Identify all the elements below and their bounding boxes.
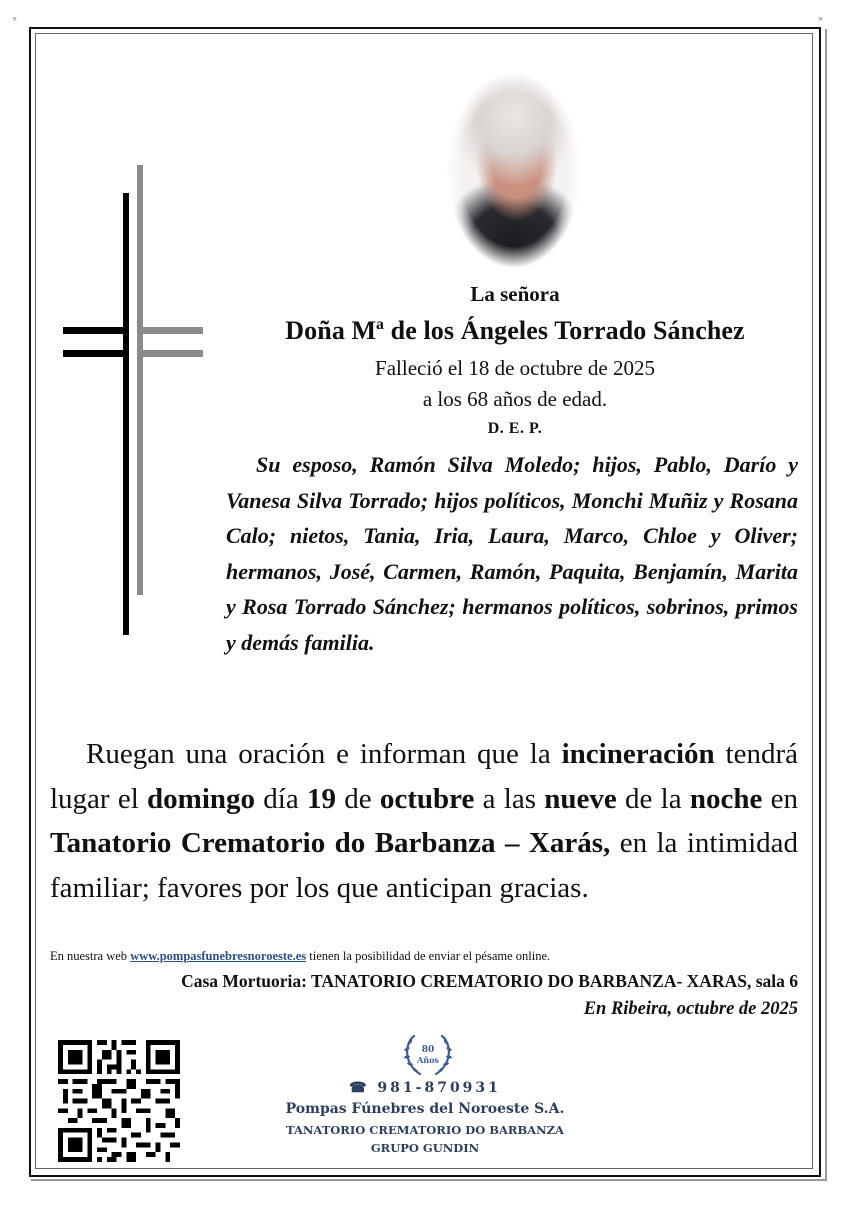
ceremony-weekday: domingo (147, 782, 256, 815)
crop-mark-left: × (12, 14, 18, 24)
svg-text:80: 80 (421, 1045, 435, 1055)
company-group: GRUPO GUNDIN (370, 1141, 480, 1155)
deceased-name: Doña Mª de los Ángeles Torrado Sánchez (285, 316, 745, 345)
company-facility: TANATORIO CREMATORIO DO BARBANZA (286, 1123, 564, 1137)
ceremony-month: octubre (379, 782, 475, 815)
deceased-photo (446, 72, 582, 268)
death-date: Falleció el 18 de octubre de 2025 (375, 356, 655, 380)
ceremony-period: noche (689, 782, 763, 815)
ceremony-announcement: Ruegan una oración e informan que la incineración tendrá lugar el domingo día 19 de octubre a las nueve de la noche en Tanatorio Crematorio do Barbanza – Xarás, en la intimidad familiar; favores por los que anticipan gracias. (50, 738, 799, 904)
rip-abbreviation: D. E. P. (487, 420, 543, 437)
family-list: Su esposo, Ramón Silva Moledo; hijos, Pablo, Darío y Vanesa Silva Torrado; hijos políticos, Monchi Muñiz y Rosana Calo; nietos, Tania, Iria, Laura, Marco, Chloe y Oliver; hermanos, José, Carmen, Ramón, Paquita, Benjamín, Marita y Rosa Torrado Sánchez; hermanos políticos, sobrinos, primos y demás familia. (226, 452, 798, 655)
anniversary-logo (400, 1030, 456, 1080)
ceremony-type: incineración (561, 738, 715, 770)
svg-text:Años: Años (417, 1055, 439, 1065)
ceremony-location: Tanatorio Crematorio do Barbanza – Xarás, (50, 827, 611, 859)
ceremony-hour: nueve (544, 782, 617, 815)
qr-code[interactable] (58, 1040, 180, 1162)
crop-mark-right: × (818, 14, 824, 24)
honorific-title: La señora (470, 282, 560, 306)
cross-icon (60, 160, 210, 640)
condolence-web-note: En nuestra web www.pompasfunebresnoroeste.es tienen la posibilidad de enviar el pésame online. (50, 949, 551, 963)
laurel-wreath-icon (400, 1030, 456, 1080)
company-name: Pompas Fúnebres del Noroeste S.A. (285, 1101, 565, 1117)
age-at-death: a los 68 años de edad. (422, 387, 608, 411)
website-link[interactable]: www.pompasfunebresnoroeste.es (130, 949, 307, 963)
company-phone: ☎ 981-870931 (349, 1080, 501, 1096)
place-and-date: En Ribeira, octubre de 2025 (583, 999, 798, 1019)
ceremony-day: 19 (306, 782, 336, 815)
phone-icon: ☎ (349, 1080, 370, 1096)
mortuary-location: Casa Mortuoria: TANATORIO CREMATORIO DO BARBANZA- XARAS, sala 6 (181, 971, 798, 991)
